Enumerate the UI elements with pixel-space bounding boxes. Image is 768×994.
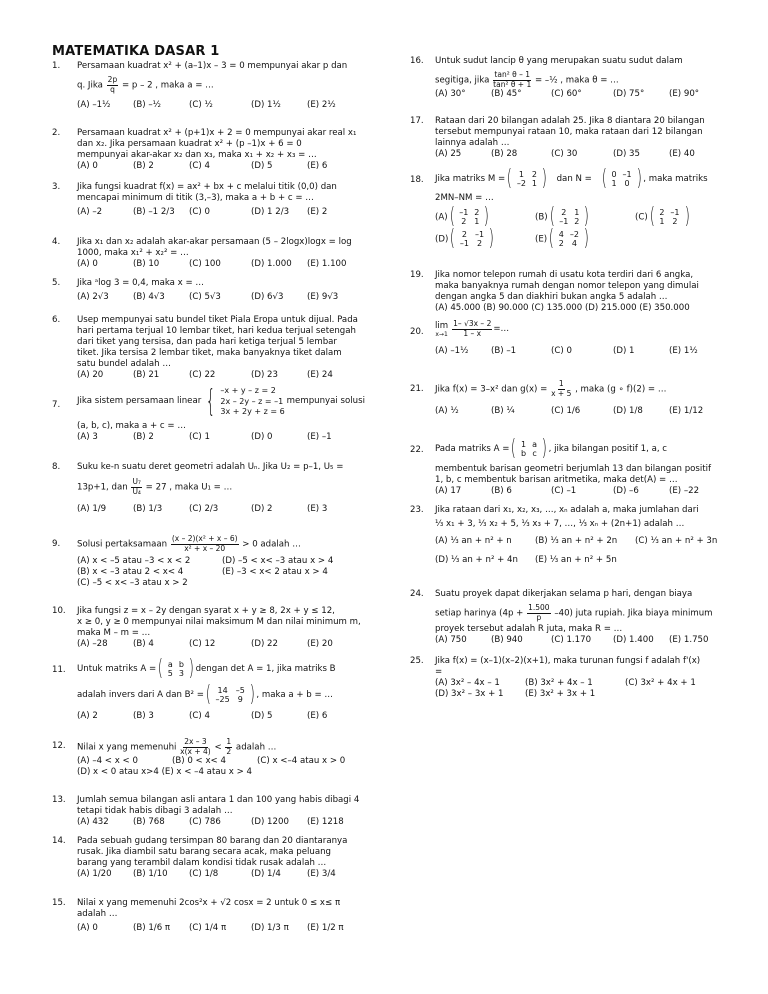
- option-e[interactable]: (E) 1218: [307, 817, 344, 827]
- option-e[interactable]: (E) –22: [669, 486, 700, 496]
- option-b[interactable]: (B) 2: [133, 431, 154, 442]
- option-a[interactable]: (A) 1/9: [77, 504, 107, 514]
- option-c[interactable]: (C) 5√3: [189, 292, 221, 302]
- option-c[interactable]: (C) 1/6: [551, 406, 581, 416]
- option-b[interactable]: (B) 940: [491, 635, 523, 645]
- option-a[interactable]: (A) –28: [77, 639, 108, 649]
- option-e[interactable]: (E) 1/2 π: [307, 923, 344, 933]
- option-e[interactable]: (E) 3/4: [307, 869, 336, 879]
- question-6: 6. Usep mempunyai satu bundel tiket Piala Eropa untuk dijual. Pada hari pertama terjual 10 lembar tiket, hari kedua terjual setengah dari tiket yang tersisa, dan pada hari ketiga terjual 5 lembar tiket. Jika tersisa 2 lembar tiket, maka banyaknya tiket dalam satu bundel adalah … (A) 20 (B) 21 (C) 22 (D) 23 (E) 24: [77, 315, 367, 381]
- question-20: 20. lim x→1 $\frac{1- √3x - 2}{1 - x}$ =… (A) –1½ (B) –1 (C) 0 (D) 1 (E) 1½: [435, 320, 731, 357]
- option-e[interactable]: (E) 1½: [669, 346, 698, 356]
- question-8: 8. Suku ke-n suatu deret geometri adalah Uₙ. Jika U₂ = p–1, U₅ = 13p+1, dan $\frac{\text{U₇}}{\text{U₄}}$ = 27 , maka U₁ = … (A) 1/9 (B) 1/3 (C) 2/3 (D) 2 (E) 3: [77, 462, 367, 515]
- option-c[interactable]: (C) 4: [189, 161, 210, 171]
- question-1: 1. Persamaan kuadrat x² + (a–1)x – 3 = 0 mempunyai akar p dan q. Jika $\frac{2p}{q}$ = p – 2 , maka a = … (A) –1½ (B) –½ (C) ½ (D) 1½ (E) 2½: [77, 61, 367, 111]
- options-row[interactable]: (A) 45.000 (B) 90.000 (C) 135.000 (D) 215.000 (E) 350.000: [435, 303, 690, 313]
- option-e[interactable]: (E) 2½: [307, 100, 336, 110]
- option-d[interactable]: (D) 5: [251, 161, 273, 171]
- option-b[interactable]: (B) 10: [133, 259, 160, 269]
- option-a[interactable]: (A) 3: [77, 431, 98, 442]
- option-c[interactable]: (C) 30: [551, 149, 578, 159]
- option-a[interactable]: (A) –1½: [77, 100, 111, 110]
- option-d[interactable]: (D) 3x² – 3x + 1: [435, 689, 504, 699]
- equation-system: { –x + y – z = 2 2x – 2y – z = –1 3x + 2y + z = 6: [206, 383, 285, 419]
- question-14: 14. Pada sebuah gudang tersimpan 80 barang dan 20 diantaranya rusak. Jika diambil satu barang secara acak, maka peluang barang yang terambil dalam kondisi tidak rusak adalah … (A) 1/20 (B) 1/10 (C) 1/8 (D) 1/4 (E) 3/4: [77, 836, 367, 880]
- question-16: 16. Untuk sudut lancip θ yang merupakan suatu sudut dalam segitiga, jika $\frac{\text{tan² θ – 1}}{\text{tan² θ + 1}}$ = –½ , maka θ = … (A) 30° (B) 45° (C) 60° (D) 75° (E) 90°: [435, 56, 731, 100]
- option-a[interactable]: (A) 25: [435, 149, 462, 159]
- option-c[interactable]: (C) 0: [551, 346, 572, 356]
- option-d[interactable]: (D) 1 2/3: [251, 207, 290, 217]
- option-b[interactable]: (B) 4: [133, 639, 154, 649]
- option-a[interactable]: (A) 0: [77, 923, 98, 933]
- option-d[interactable]: (D) –5 < x< –3 atau x > 4: [222, 556, 334, 566]
- question-19: 19. Jika nomor telepon rumah di usatu kota terdiri dari 6 angka, maka banyaknya rumah dengan nomor telepon yang dimulai dengan angka 5 dan diakhiri bukan angka 5 adalah … (A) 45.000 (B) 90.000 (C) 135.000 (D) 215.000 (E) 350.000: [435, 270, 731, 314]
- option-d[interactable]: (D) 1.400: [613, 635, 654, 645]
- option-e[interactable]: (E) 1.100: [307, 259, 347, 269]
- option-e[interactable]: (E) 6: [307, 161, 328, 171]
- matrix-a: ( a b 5 3 ): [157, 656, 194, 681]
- option-b[interactable]: (B) 0 < x< 4: [172, 756, 226, 766]
- option-c[interactable]: (C) 12: [189, 639, 216, 649]
- option-a[interactable]: (A) 750: [435, 635, 467, 645]
- option-e[interactable]: (E) 3: [307, 504, 328, 514]
- option-b[interactable]: (B) x < –3 atau 2 < x< 4: [77, 567, 184, 577]
- option-d[interactable]: (D) 1/4: [251, 869, 281, 879]
- option-d[interactable]: (D) 1½: [251, 100, 281, 110]
- option-a[interactable]: (A) –1½: [435, 346, 469, 356]
- option-d[interactable]: (D) 1: [613, 346, 635, 356]
- option-e[interactable]: (E) 2: [307, 207, 328, 217]
- option-c[interactable]: (C) 2/3: [189, 504, 219, 514]
- option-a[interactable]: (A) 2: [77, 711, 98, 721]
- option-e[interactable]: (E) 6: [307, 711, 328, 721]
- option-a[interactable]: (A) ( –1 2 2 1 ): [435, 204, 490, 229]
- option-b[interactable]: (B) 1/10: [133, 869, 168, 879]
- option-b[interactable]: (B) ( 2 1 –1 2 ): [535, 204, 590, 229]
- matrix-b-squared: ( 14 –5 –25 9 ): [205, 682, 255, 707]
- question-24: 24. Suatu proyek dapat dikerjakan selama p hari, dengan biaya setiap harinya (4p + $\frac{1.500}{p}$ –40) juta rupiah. Jika biaya minimum proyek tersebut adalah R juta, maka R = … (A) 750 (B) 940 (C) 1.170 (D) 1.400 (E) 1.750: [435, 589, 731, 646]
- question-13: 13. Jumlah semua bilangan asli antara 1 dan 100 yang habis dibagi 4 tetapi tidak habis dibagi 3 adalah … (A) 432 (B) 768 (C) 786 (D) 1200 (E) 1218: [77, 795, 367, 828]
- question-23: 23. Jika rataan dari x₁, x₂, x₃, …, xₙ adalah a, maka jumlahan dari ⅓ x₁ + 3, ⅓ x₂ + 5, ⅓ x₃ + 7, …, ⅓ xₙ + (2n+1) adalah … (A) ⅓ an + n² + n (B) ⅓ an + n² + 2n (C) ⅓ an + n² + 3n (D) ⅓ an + n² + 4n (E) ⅓ an + n² + 5n: [435, 505, 731, 566]
- option-d[interactable]: (D) 1/8: [613, 406, 643, 416]
- option-b[interactable]: (B) 3x² + 4x – 1: [525, 678, 593, 688]
- option-d[interactable]: (D) 6√3: [251, 292, 284, 302]
- option-b[interactable]: (B) 3: [133, 711, 154, 721]
- option-d[interactable]: (D) 5: [251, 711, 273, 721]
- option-d[interactable]: (D) –6: [613, 486, 639, 496]
- option-a[interactable]: (A) ½: [435, 406, 459, 416]
- option-a[interactable]: (A) 30°: [435, 89, 466, 99]
- question-17: 17. Rataan dari 20 bilangan adalah 25. Jika 8 diantara 20 bilangan tersebut mempunyai rataan 10, maka rataan dari 12 bilangan lainnya adalah … (A) 25 (B) 28 (C) 30 (D) 35 (E) 40: [435, 116, 731, 160]
- question-9: 9. Solusi pertaksamaan $\frac{\text{(x – 2)(x² + x – 6)}}{\text{x² + x – 20}}$ > 0 adalah … (A) x < –5 atau –3 < x < 2 (D) –5 < x< –3 atau x > 4 (B) x < –3 atau 2 < x< 4 (E) –3 < x< 2 atau x > 4 (C) –5 < x< –3 atau x > 2: [77, 535, 367, 589]
- question-15: 15. Nilai x yang memenuhi 2cos²x + √2 cosx = 2 untuk 0 ≤ x≤ π adalah … (A) 0 (B) 1/6 π (C) 1/4 π (D) 1/3 π (E) 1/2 π: [77, 898, 367, 934]
- option-c[interactable]: (C) –1: [551, 486, 577, 496]
- question-21: 21. Jika f(x) = 3–x² dan g(x) = $\frac{1}{x + 5}$ , maka (g ∘ f)(2) = … (A) ½ (B) ¼ (C) 1/6 (D) 1/8 (E) 1/12: [435, 380, 731, 417]
- option-b[interactable]: (B) 1/3: [133, 504, 163, 514]
- option-c[interactable]: (C) 22: [189, 370, 216, 380]
- option-c[interactable]: (C) 786: [189, 817, 221, 827]
- option-d[interactable]: (D) 23: [251, 370, 278, 380]
- option-c[interactable]: (C) 60°: [551, 89, 582, 99]
- option-e[interactable]: (E) 24: [307, 370, 333, 380]
- option-c[interactable]: (C) ½: [189, 100, 213, 110]
- option-e[interactable]: (E) 1.750: [669, 635, 709, 645]
- option-b[interactable]: (B) 28: [491, 149, 518, 159]
- fraction: $\frac{2p}{q}$: [107, 75, 118, 94]
- option-d[interactable]: (D) ( 2 –1 –1 2 ): [435, 226, 494, 251]
- option-a[interactable]: (A) 20: [77, 370, 104, 380]
- option-b[interactable]: (B) –1: [491, 346, 517, 356]
- option-c[interactable]: (C) 3x² + 4x + 1: [625, 678, 696, 688]
- option-e[interactable]: (E) 3x² + 3x + 1: [525, 689, 596, 699]
- option-a[interactable]: (A) 17: [435, 486, 462, 496]
- option-d[interactable]: (D) 1200: [251, 817, 289, 827]
- option-b[interactable]: (B) ¼: [491, 406, 515, 416]
- option-a[interactable]: (A) –2: [77, 207, 103, 217]
- option-a[interactable]: (A) ⅓ an + n² + n: [435, 536, 512, 546]
- option-b[interactable]: (B) 768: [133, 817, 165, 827]
- option-e[interactable]: (E) 9√3: [307, 292, 339, 302]
- option-e[interactable]: (E) 1/12: [669, 406, 704, 416]
- question-11: 11. Untuk matriks A = ( a b 5 3 ) dengan det A = 1, jika matriks B adalah invers dari A dan B² = ( 14 –5 –25 9 ) , maka a + b = … (A) 2 (B) 3 (C) 4 (D) 5 (E) 6: [77, 658, 367, 722]
- option-b[interactable]: (B) 21: [133, 370, 160, 380]
- option-a[interactable]: (A) 2√3: [77, 292, 109, 302]
- question-7: 7. Jika sistem persamaan linear { –x + y – z = 2 2x – 2y – z = –1 3x + 2y + z = 6 mempunyai solusi (a, b, c), maka a + c = … (A) 3 (B) 2 (C) 1 (D) 0 (E) –1: [52, 383, 365, 442]
- option-c[interactable]: (C) ( 2 –1 1 2 ): [635, 204, 690, 229]
- option-d[interactable]: (D) 0: [251, 431, 273, 442]
- option-b[interactable]: (B) 1/6 π: [133, 923, 171, 933]
- option-c[interactable]: (C) 1/8: [189, 869, 219, 879]
- question-12: 12. Nilai x yang memenuhi $\frac{2x - 3}{x(x + 4)}$ < $\frac{1}{2}$ adalah … (A) –4 < x < 0 (B) 0 < x< 4 (C) x <–4 atau x > 0 (D) x < 0 atau x>4 (E) x < –4 atau x > 4: [77, 738, 367, 778]
- option-a[interactable]: (A) 1/20: [77, 869, 112, 879]
- option-e[interactable]: (E) 40: [669, 149, 695, 159]
- option-e[interactable]: (E) ⅓ an + n² + 5n: [535, 555, 617, 565]
- option-d[interactable]: (D) ⅓ an + n² + 4n: [435, 555, 518, 565]
- option-d[interactable]: (D) 1.000: [251, 259, 292, 269]
- option-e[interactable]: (E) –1: [307, 431, 332, 442]
- option-e[interactable]: (E) 90°: [669, 89, 700, 99]
- option-b[interactable]: (B) 4√3: [133, 292, 165, 302]
- option-c[interactable]: (C) 1: [189, 431, 210, 442]
- option-c[interactable]: (C) x <–4 atau x > 0: [257, 756, 346, 766]
- option-a[interactable]: (A) –4 < x < 0: [77, 756, 138, 766]
- question-18: 18. Jika matriks M = ( 1 2 –2 1 ) dan N = ( 0 –1 1 0 ) , maka matriks 2MN–NM = … (A) ( –1 2 2 1 ) (B) ( 2 1 –1 2 ) (C) ( 2 –1 1 2 ) (D) ( 2 –1 –1 2 ) (E) ( 4 –2 2 4 ): [435, 168, 731, 250]
- question-10: 10. Jika fungsi z = x – 2y dengan syarat x + y ≥ 8, 2x + y ≤ 12, x ≥ 0, y ≥ 0 mempunyai nilai maksimum M dan nilai minimum m, maka M – m = … (A) –28 (B) 4 (C) 12 (D) 22 (E) 20: [77, 606, 367, 650]
- option-b[interactable]: (B) 2: [133, 161, 154, 171]
- option-b[interactable]: (B) –½: [133, 100, 161, 110]
- option-e[interactable]: (E) ( 4 –2 2 4 ): [535, 226, 589, 251]
- option-d[interactable]: (D) 75°: [613, 89, 645, 99]
- option-d[interactable]: (D) 22: [251, 639, 278, 649]
- option-c[interactable]: (C) 4: [189, 711, 210, 721]
- question-3: 3. Jika fungsi kuadrat f(x) = ax² + bx + c melalui titik (0,0) dan mencapai minimum di titik (3,–3), maka a + b + c = … (A) –2 (B) –1 2/3 (C) 0 (D) 1 2/3 (E) 2: [77, 182, 367, 218]
- option-b[interactable]: (B) 45°: [491, 89, 522, 99]
- option-a[interactable]: (A) 0: [77, 161, 98, 171]
- question-5: 5. Jika ᵃlog 3 = 0,4, maka x = … (A) 2√3 (B) 4√3 (C) 5√3 (D) 6√3 (E) 9√3: [77, 278, 367, 303]
- option-c[interactable]: (C) 1.170: [551, 635, 592, 645]
- option-a[interactable]: (A) 0: [77, 259, 98, 269]
- option-a[interactable]: (A) x < –5 atau –3 < x < 2: [77, 556, 191, 566]
- page-title: MATEMATIKA DASAR 1: [52, 44, 220, 59]
- option-e[interactable]: (E) –3 < x< 2 atau x > 4: [222, 567, 328, 577]
- option-d[interactable]: (D) 2: [251, 504, 273, 514]
- question-2: 2. Persamaan kuadrat x² + (p+1)x + 2 = 0 mempunyai akar real x₁ dan x₂. Jika persamaan kuadrat x² + (p –1)x + 6 = 0 mempunyai akar-akar x₂ dan x₃, maka x₁ + x₂ + x₃ = … (A) 0 (B) 2 (C) 4 (D) 5 (E) 6: [77, 128, 367, 172]
- question-4: 4. Jika x₁ dan x₂ adalah akar-akar persamaan (5 – 2logx)logx = log 1000, maka x₁² + x₂² = … (A) 0 (B) 10 (C) 100 (D) 1.000 (E) 1.100: [77, 237, 367, 270]
- question-25: 25. Jika f(x) = (x–1)(x–2)(x+1), maka turunan fungsi f adalah f'(x) = (A) 3x² – 4x – 1 (B) 3x² + 4x – 1 (C) 3x² + 4x + 1 (D) 3x² – 3x + 1 (E) 3x² + 3x + 1: [435, 656, 731, 700]
- option-d[interactable]: (D) 1/3 π: [251, 923, 289, 933]
- option-d[interactable]: (D) 35: [613, 149, 640, 159]
- option-c[interactable]: (C) ⅓ an + n² + 3n: [635, 536, 718, 546]
- option-b[interactable]: (B) 6: [491, 486, 512, 496]
- option-c[interactable]: (C) 100: [189, 259, 221, 269]
- option-b[interactable]: (B) –1 2/3: [133, 207, 175, 217]
- question-22: 22. Pada matriks A = ( 1 a b c ) , jika bilangan positif 1, a, c membentuk barisan geometri berjumlah 13 dan bilangan positif 1, b, c membentuk barisan aritmetika, maka det(A) = … (A) 17 (B) 6 (C) –1 (D) –6 (E) –22: [435, 438, 731, 497]
- option-b[interactable]: (B) ⅓ an + n² + 2n: [535, 536, 618, 546]
- option-d-e[interactable]: (D) x < 0 atau x>4 (E) x < –4 atau x > 4: [77, 767, 252, 777]
- option-a[interactable]: (A) 432: [77, 817, 109, 827]
- option-c[interactable]: (C) 1/4 π: [189, 923, 227, 933]
- option-a[interactable]: (A) 3x² – 4x – 1: [435, 678, 500, 688]
- option-c[interactable]: (C) –5 < x< –3 atau x > 2: [77, 578, 188, 588]
- option-c[interactable]: (C) 0: [189, 207, 210, 217]
- option-e[interactable]: (E) 20: [307, 639, 333, 649]
